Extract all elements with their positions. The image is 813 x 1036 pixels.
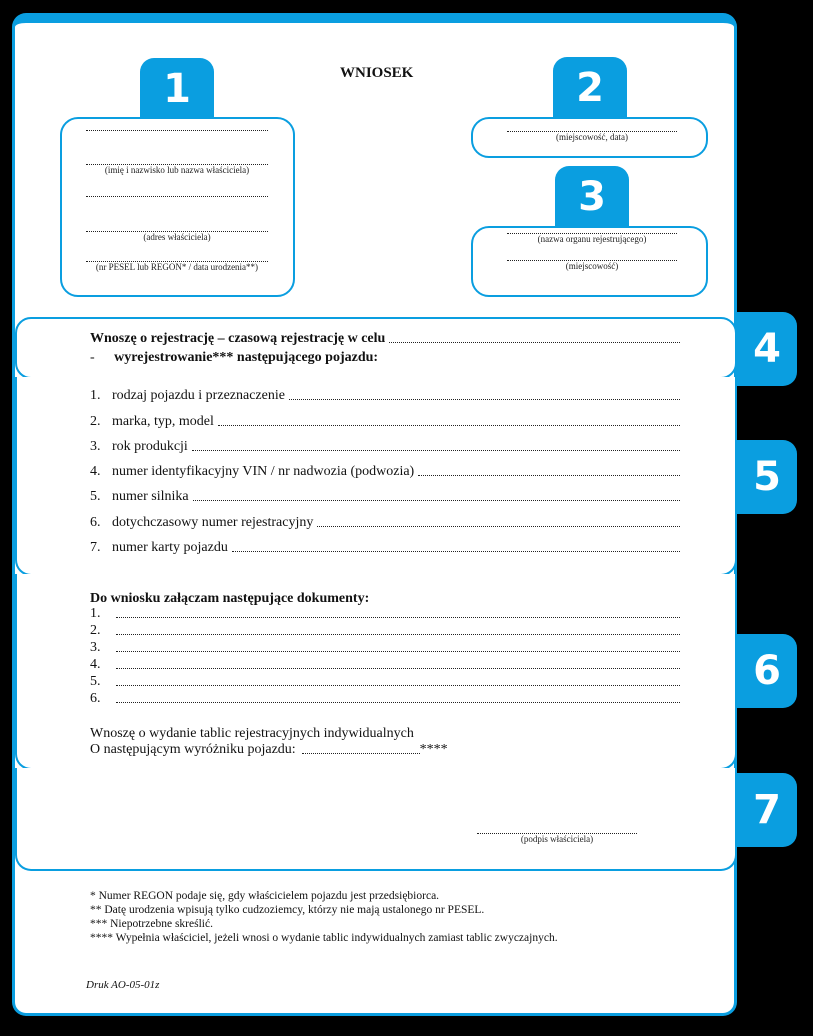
footnotes [90,889,690,945]
plates-request-text: Wnoszę o wydanie tablic rejestracyjnych indywidualnych [90,726,414,741]
vehicle-field[interactable] [90,388,680,404]
attachment-num: 4. [90,657,101,672]
attachment-line[interactable] [116,634,680,635]
authority-name-label: (nazwa organu rejestrującego) [537,234,647,244]
request-dash: - [90,350,95,365]
vehicle-field-num: 1. [90,388,101,403]
section-3-tab: 3 [555,166,629,228]
request-purpose-line[interactable] [389,342,680,343]
form-title: WNIOSEK [340,65,414,81]
authority-place-label: (miejscowość) [565,261,619,271]
attachment-item[interactable] [90,657,680,673]
vehicle-field-line[interactable] [418,475,680,476]
request-box [15,317,737,379]
footnote: *** Niepotrzebne skreślić. [90,918,213,930]
vehicle-field[interactable] [90,540,680,556]
vehicle-field[interactable] [90,464,680,480]
request-deregister-text: wyrejestrowanie*** następującego pojazdu: [114,350,379,365]
attachment-num: 5. [90,674,101,689]
vehicle-field-line[interactable] [193,500,680,501]
vehicle-field-label: numer identyfikacyjny VIN / nr nadwozia (podwozia) [112,464,415,479]
signature-box [15,768,737,871]
vehicle-field-num: 2. [90,414,101,429]
footnote: ** Datę urodzenia wpisują tylko cudzoziemcy, którzy nie mają ustalonego nr PESEL. [90,904,485,916]
vehicle-field-line[interactable] [317,526,680,527]
attachment-num: 2. [90,623,101,638]
attachment-line[interactable] [116,668,680,669]
section-2-tab: 2 [553,57,627,119]
vehicle-field-num: 6. [90,515,101,530]
signature-label: (podpis właściciela) [520,834,594,844]
attachment-item[interactable] [90,640,680,656]
form-code: Druk AO-05-01z [86,979,160,991]
authority-fields [507,233,677,271]
attachments-title: Do wniosku załączam następujące dokumenty: [90,591,370,606]
owner-fields [86,130,268,272]
vehicle-field-num: 7. [90,540,101,555]
vehicle-field-label: marka, typ, model [112,414,214,429]
vehicle-field-num: 5. [90,489,101,504]
vehicle-field[interactable] [90,515,680,531]
vehicle-field[interactable] [90,439,680,455]
vehicle-field[interactable] [90,489,680,505]
owner-name-label: (imię i nazwisko lub nazwa właściciela) [104,165,250,175]
attachment-item[interactable] [90,606,680,622]
attachment-num: 6. [90,691,101,706]
plates-identifier-row [90,742,448,758]
section-4-tab: 4 [737,312,797,386]
vehicle-field-line[interactable] [218,425,680,426]
vehicle-field[interactable] [90,414,680,430]
attachment-num: 1. [90,606,101,621]
owner-name-line-1[interactable] [86,130,268,131]
attachment-line[interactable] [116,617,680,618]
vehicle-field-line[interactable] [289,399,680,400]
vehicle-field-label: rok produkcji [112,439,188,454]
vehicle-field-num: 4. [90,464,101,479]
vehicle-field-label: rodzaj pojazdu i przeznaczenie [112,388,285,403]
vehicle-field-label: dotychczasowy numer rejestracyjny [112,515,314,530]
attachment-line[interactable] [116,702,680,703]
attachment-line[interactable] [116,685,680,686]
request-text: Wnoszę o rejestrację – czasową rejestrację w celu [90,331,386,346]
section-7-tab: 7 [737,773,797,847]
vehicle-field-line[interactable] [192,450,680,451]
attachment-line[interactable] [116,651,680,652]
attachment-item[interactable] [90,691,680,707]
request-line-2 [90,350,378,366]
attachment-item[interactable] [90,623,680,639]
plates-identifier-text: O następującym wyróżniku pojazdu: [90,742,296,757]
section-1-tab: 1 [140,58,214,120]
footnote: **** Wypełnia właściciel, jeżeli wnosi o wydanie tablic indywidualnych zamiast tablic zwyczajnych. [90,932,558,944]
owner-id-label: (nr PESEL lub REGON* / data urodzenia**) [95,262,259,272]
attachment-num: 3. [90,640,101,655]
plates-identifier-line[interactable] [302,753,420,754]
vehicle-field-label: numer karty pojazdu [112,540,228,555]
section-6-tab: 6 [737,634,797,708]
owner-address-label: (adres właściciela) [143,232,211,242]
section-5-tab: 5 [737,440,797,514]
place-date-field [507,131,677,142]
vehicle-field-line[interactable] [232,551,680,552]
attachment-item[interactable] [90,674,680,690]
signature-field [477,833,637,844]
vehicle-field-num: 3. [90,439,101,454]
vehicle-field-label: numer silnika [112,489,189,504]
owner-address-line-1[interactable] [86,196,268,197]
place-date-label: (miejscowość, data) [556,132,628,142]
footnote: * Numer REGON podaje się, gdy właścicielem pojazdu jest przedsiębiorca. [90,890,440,902]
request-line-1 [90,331,680,347]
plates-identifier-suffix: **** [419,742,448,757]
